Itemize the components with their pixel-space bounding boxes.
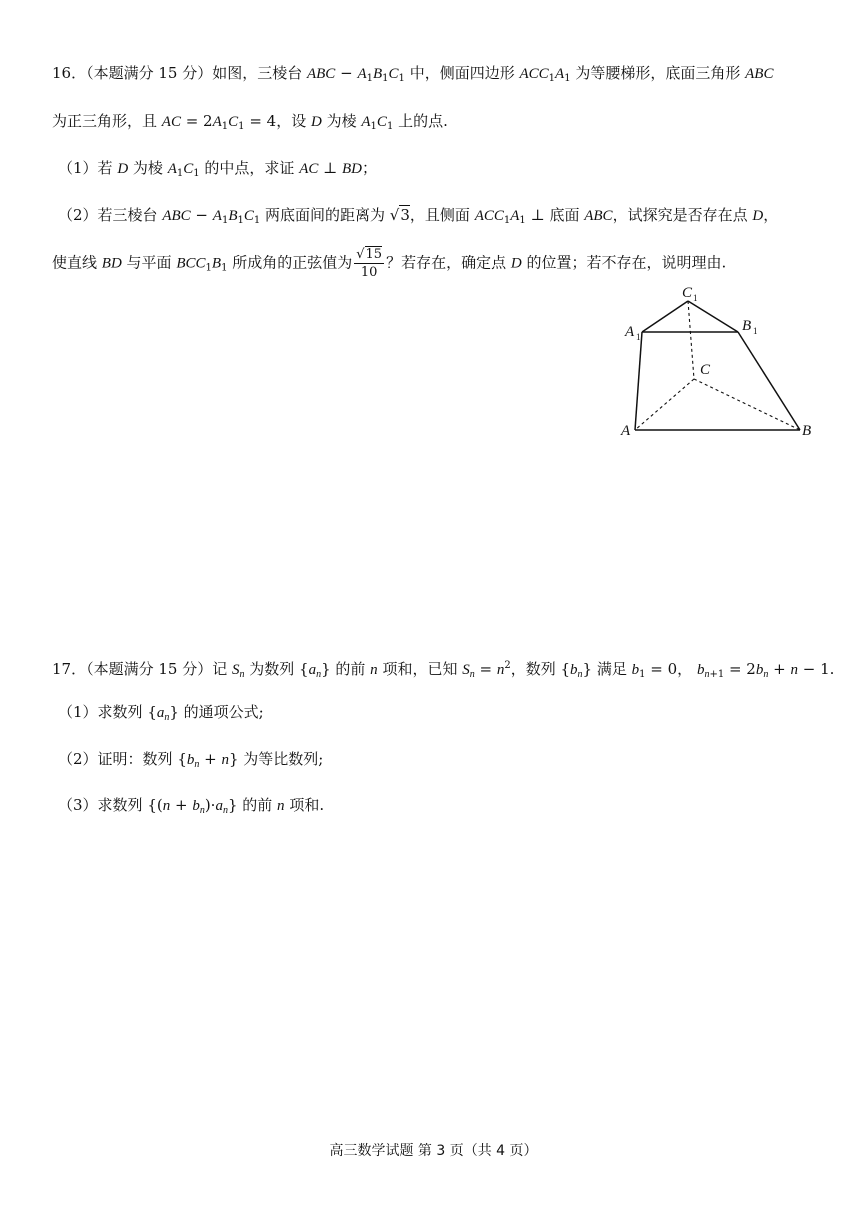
edge-A1C1	[642, 301, 688, 332]
edge-C1C	[688, 301, 694, 379]
edge-CA	[635, 379, 694, 430]
label-C1: C	[682, 285, 693, 301]
q16-line2: 为正三角形，且 AC = $2A_1C_1 = 4$，设 D 为棱 $A_1C_1$ 上的点.	[52, 112, 448, 132]
q16-part2: （2）若三棱台 ABC − $A_1B_1C_1$ 两底面间的距离为 √3，且侧面 $ACC_1A_1$ ⊥ 底面 ABC，试探究是否存在点 D，	[58, 206, 779, 226]
svg-text:1: 1	[753, 326, 758, 336]
q17-part1: （1）求数列 $\{a_n\}$ 的通项公式;	[58, 703, 264, 723]
svg-text:1: 1	[636, 332, 641, 342]
svg-text:1: 1	[693, 293, 698, 303]
label-A1: A	[625, 324, 635, 340]
edge-B1B	[738, 332, 800, 430]
label-B: B	[802, 423, 812, 439]
label-C: C	[700, 362, 711, 378]
edge-A1A	[635, 332, 642, 430]
page-footer: 高三数学试题 第 3 页（共 4 页）	[329, 1143, 538, 1159]
label-B1: B	[742, 318, 752, 334]
q16-line1: 16．（本题满分 15 分）如图，三棱台 ABC − $A_1B_1C_1$ 中，侧面四边形 $ACC_1A_1$ 为等腰梯形，底面三角形 ABC	[52, 64, 774, 84]
edge-C1B1	[688, 301, 738, 332]
q16-part1: （1）若 D 为棱 $A_1C_1$ 的中点，求证 AC ⊥ BD；	[58, 159, 378, 179]
sine-fraction: $\frac{√15}{10}$	[356, 247, 383, 280]
frustum-figure	[610, 282, 820, 442]
q17-line1: 17．（本题满分 15 分）记 $S_n$ 为数列 $\{a_n\}$ 的前 n 项和，已知 $S_n = n^2$，数列 $\{b_n\}$ 满足 $b_1 = 0$， $b_{n+1} = 2b_n + n - 1$.	[52, 660, 835, 680]
q16-part2-cont: 使直线 BD 与平面 $BCC_1B_1$ 所成角的正弦值为 $\frac{√15}{10}$ ？若存在，确定点 D 的位置；若不存在，说明理由.	[52, 247, 727, 280]
q17-part2: （2）证明：数列 $\{b_n + n\}$ 为等比数列;	[58, 750, 324, 770]
label-A: A	[621, 423, 631, 439]
q17-part3: （3）求数列 $\{(n + b_n)\cdot a_n\}$ 的前 n 项和.	[58, 796, 325, 816]
